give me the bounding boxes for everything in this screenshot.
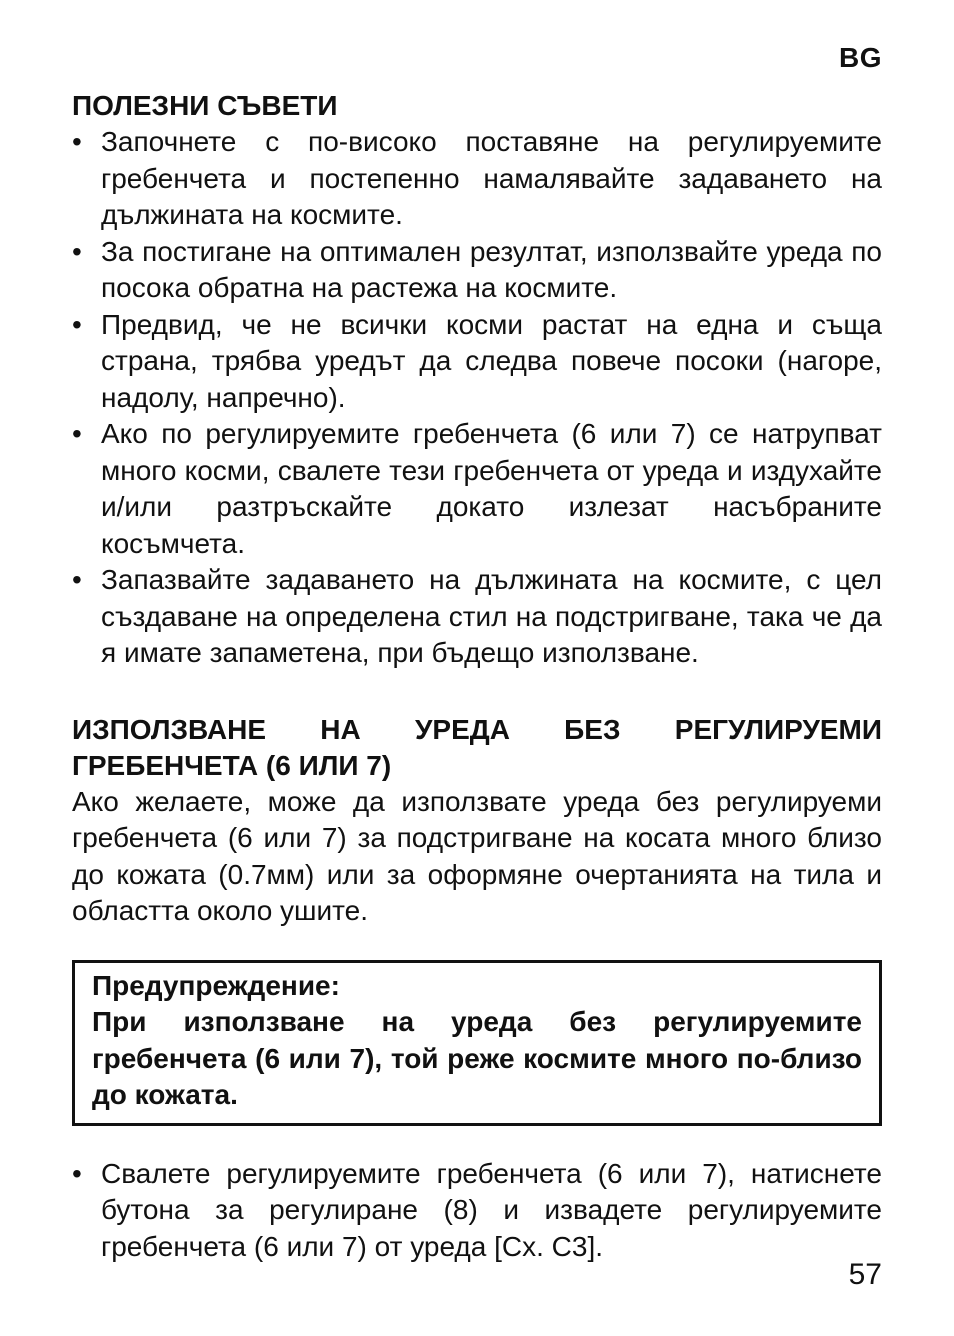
no-combs-heading: ИЗПОЛЗВАНЕ НА УРЕДА БЕЗ РЕГУЛИРУЕМИ ГРЕБЕНЧЕТА (6 ИЛИ 7)	[72, 713, 882, 781]
warning-text: При използване на уреда без регулируемите гребенчета (6 или 7), той реже космите много по-близо до кожата.	[92, 1006, 862, 1110]
page-number: 57	[848, 1258, 882, 1291]
bullet-icon: •	[72, 308, 82, 340]
warning-title: Предупреждение:	[92, 969, 340, 1001]
bullet-icon: •	[72, 126, 82, 157]
page-content	[72, 88, 882, 1265]
tip-text: Запазвайте задаването на дължината на космите, с цел създаване на определена стил на подстригване, така че да я имате запаметена, при бъдещо използване.	[101, 564, 882, 668]
tips-list	[72, 124, 882, 672]
language-code: BG	[839, 42, 882, 73]
tip-item	[72, 562, 882, 672]
steps-list	[72, 1156, 882, 1266]
tip-text: Предвид, че не всички косми растат на една и съща страна, трябва уредът да следва повече посоки (нагоре, надолу, напречно).	[101, 308, 882, 413]
spacer	[72, 672, 882, 712]
bullet-icon: •	[72, 1157, 82, 1189]
tip-item	[72, 307, 882, 417]
tip-text: Ако по регулируемите гребенчета (6 или 7) се натрупват много косми, свалете тези гребенчета от уреда и издухайте и/или разтръскайте докато излезат насъбраните косъмчета.	[101, 418, 882, 559]
step-text: Свалете регулируемите гребенчета (6 или 7), натиснете бутона за регулиране (8) и извадете регулируемите гребенчета (6 или 7) от уреда [Сх. С3].	[101, 1157, 882, 1262]
tip-item	[72, 416, 882, 562]
step-item	[72, 1156, 882, 1266]
spacer	[72, 930, 882, 960]
tip-text: За постигане на оптимален резултат, използвайте уреда по посока обратна на растежа на космите.	[101, 235, 882, 303]
tip-item	[72, 234, 882, 307]
bullet-icon: •	[72, 418, 82, 449]
tip-item	[72, 124, 882, 234]
tips-heading: ПОЛЕЗНИ СЪВЕТИ	[72, 90, 338, 121]
warning-box	[72, 960, 882, 1126]
bullet-icon: •	[72, 235, 82, 267]
tip-text: Започнете с по-високо поставяне на регулируемите гребенчета и постепенно намалявайте задаването на дължината на космите.	[101, 126, 882, 230]
no-combs-paragraph: Ако желаете, може да използвате уреда без регулируеми гребенчета (6 или 7) за подстригване на косата много близо до кожата (0.7мм) или за оформяне очертанията на тила и областта около ушите.	[72, 785, 882, 926]
bullet-icon: •	[72, 564, 82, 595]
spacer	[72, 1126, 882, 1156]
